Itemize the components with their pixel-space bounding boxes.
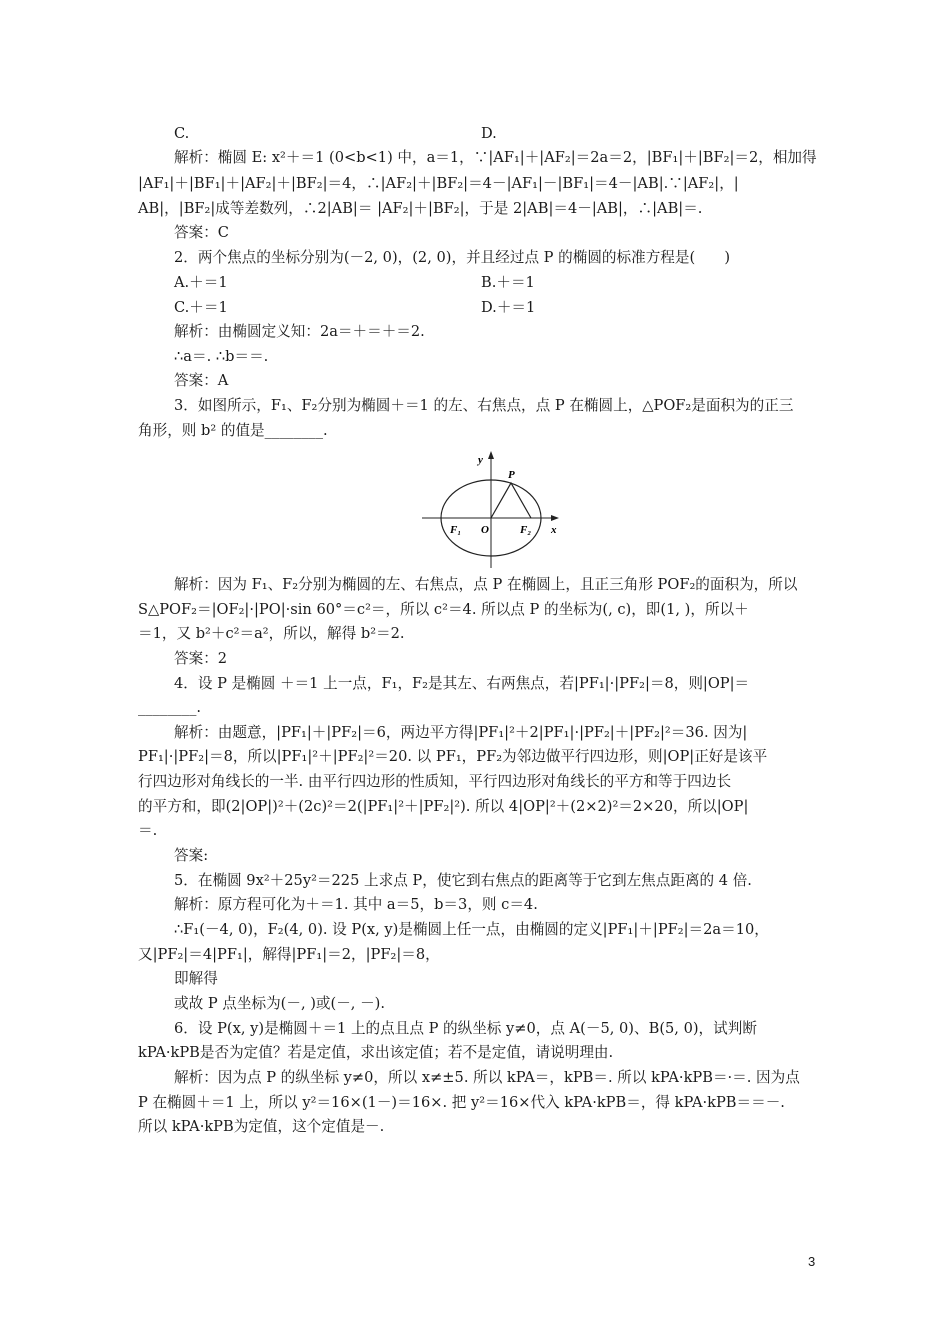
analysis-text: ∴F₁(－4, 0)，F₂(4, 0). 设 P(x, y)是椭圆上任一点，由椭圆的定义|PF₁|＋|PF₂|＝2a＝10， xyxy=(174,921,769,938)
question-text: 5．在椭圆 9x²＋25y²＝225 上求点 P，使它到右焦点的距离等于它到左焦点距离的 4 倍. xyxy=(174,872,752,889)
question-text: 4．设 P 是椭圆 ＋＝1 上一点，F₁，F₂是其左、右两焦点，若|PF₁|·|PF₂|＝8，则|OP|＝ xyxy=(174,675,750,692)
figure-label-f2: F₂ xyxy=(520,524,532,536)
option-c: C.＋＝1 xyxy=(174,299,228,316)
option-c: C. xyxy=(174,125,190,142)
figure-label-o: O xyxy=(481,524,489,536)
figure-label-f1: F₁ xyxy=(450,524,462,536)
option-b: B.＋＝1 xyxy=(481,274,535,291)
analysis-text: 解析：原方程可化为＋＝1. 其中 a＝5，b＝3，则 c＝4. xyxy=(174,896,538,913)
analysis-text: 的平方和，即(2|OP|)²＋(2c)²＝2(|PF₁|²＋|PF₂|²). 所以 4|OP|²＋(2×2)²＝2×20，所以|OP| xyxy=(138,798,749,815)
question-text: 角形，则 b² 的值是________. xyxy=(138,422,328,439)
option-d: D.＋＝1 xyxy=(481,299,536,316)
analysis-text: ＝1，又 b²＋c²＝a²，所以，解得 b²＝2. xyxy=(138,625,405,642)
page-number: 3 xyxy=(808,1254,816,1269)
analysis-text: PF₁|·|PF₂|＝8，所以|PF₁|²＋|PF₂|²＝20. 以 PF₁，PF₂为邻边做平行四边形，则|OP|正好是该平 xyxy=(138,748,768,765)
question-text: 6．设 P(x, y)是椭圆＋＝1 上的点且点 P 的纵坐标 y≠0，点 A(－5, 0)、B(5, 0)，试判断 xyxy=(174,1020,757,1037)
analysis-text: |AF₁|＋|BF₁|＋|AF₂|＋|BF₂|＝4，∴|AF₂|＋|BF₂|＝4－|AF₁|－|BF₁|＝4－|AB|.∵|AF₂|，| xyxy=(138,175,739,192)
question-text: kPA·kPB是否为定值？若是定值，求出该定值；若不是定值，请说明理由. xyxy=(138,1044,614,1061)
analysis-text: P 在椭圆＋＝1 上，所以 y²＝16×(1－)＝16×. 把 y²＝16×代入 kPA·kPB＝，得 kPA·kPB＝＝－. xyxy=(138,1094,785,1111)
question-text: 3．如图所示，F₁、F₂分别为椭圆＋＝1 的左、右焦点，点 P 在椭圆上，△POF₂是面积为的正三 xyxy=(174,397,794,414)
answer-text: 答案: xyxy=(174,847,209,864)
question-text: ________. xyxy=(138,699,202,716)
answer-text: 答案：A xyxy=(174,372,229,389)
analysis-text: S△POF₂＝|OF₂|·|PO|·sin 60°＝c²＝，所以 c²＝4. 所以点 P 的坐标为(, c)，即(1, )，所以＋ xyxy=(138,601,749,618)
figure-label-y: y xyxy=(478,454,483,466)
analysis-text: 解析：因为点 P 的纵坐标 y≠0，所以 x≠±5. 所以 kPA＝，kPB＝. 所以 kPA·kPB＝·＝. 因为点 xyxy=(174,1069,800,1086)
analysis-text: 解析：由题意，|PF₁|＋|PF₂|＝6，两边平方得|PF₁|²＋2|PF₁|·|PF₂|＋|PF₂|²＝36. 因为| xyxy=(174,724,748,741)
analysis-text: ＝. xyxy=(138,822,158,839)
analysis-text: 又|PF₂|＝4|PF₁|，解得|PF₁|＝2，|PF₂|＝8， xyxy=(138,946,440,963)
analysis-text: 即解得 xyxy=(174,970,218,987)
answer-text: 答案：2 xyxy=(174,650,228,667)
analysis-text: 解析：因为 F₁、F₂分别为椭圆的左、右焦点，点 P 在椭圆上，且正三角形 POF₂的面积为，所以 xyxy=(174,576,798,593)
figure-label-x: x xyxy=(551,524,557,536)
answer-text: 答案：C xyxy=(174,224,229,241)
analysis-text: 或故 P 点坐标为(－, )或(－, －). xyxy=(174,995,386,1012)
figure-label-p: P xyxy=(508,469,515,481)
analysis-text: AB|，|BF₂|成等差数列，∴2|AB|＝ |AF₂|＋|BF₂|，于是 2|AB|＝4－|AB|，∴|AB|＝. xyxy=(138,200,703,217)
option-a: A.＋＝1 xyxy=(174,274,228,291)
analysis-text: 解析：由椭圆定义知：2a＝＋＝＋＝2. xyxy=(174,323,425,340)
analysis-text: ∴a＝. ∴b＝＝. xyxy=(174,348,269,365)
analysis-text: 解析：椭圆 E: x²＋＝1 (0<b<1) 中，a＝1，∵|AF₁|＋|AF₂|＝2a＝2，|BF₁|＋|BF₂|＝2，相加得 xyxy=(174,149,817,166)
analysis-text: 所以 kPA·kPB为定值，这个定值是－. xyxy=(138,1118,385,1135)
question-text: 2．两个焦点的坐标分别为(－2, 0)，(2, 0)，并且经过点 P 的椭圆的标准方程是( ) xyxy=(174,249,731,266)
ellipse-figure xyxy=(420,446,565,571)
option-d: D. xyxy=(481,125,497,142)
analysis-text: 行四边形对角线长的一半. 由平行四边形的性质知，平行四边形对角线长的平方和等于四边长 xyxy=(138,773,732,790)
